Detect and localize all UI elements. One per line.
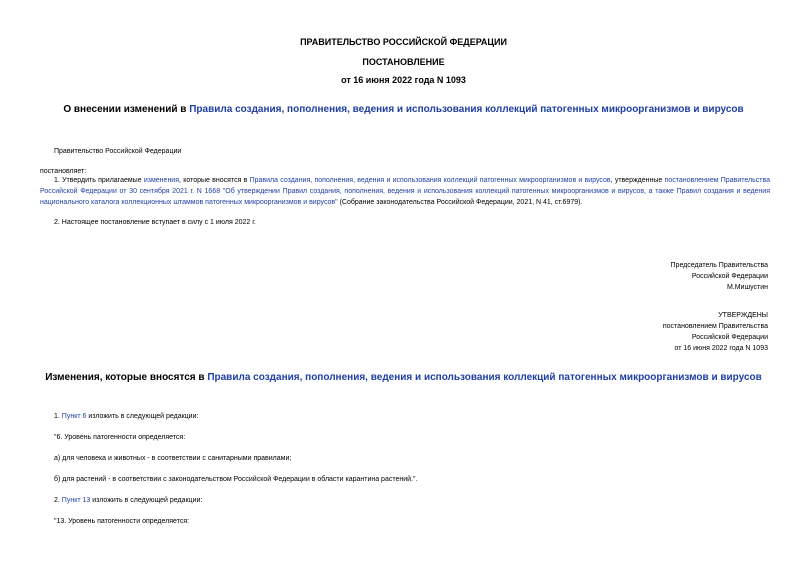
item-1-mid2: , утвержденные [610,177,665,184]
subject-prefix: О внесении изменений в [63,104,190,115]
change-1-quote: "6. Уровень патогенности определяется: [54,434,186,441]
item-1-suffix: (Собрание законодательства Российской Федерации, 2021, N 41, ст.6979). [337,199,583,206]
item-1-prefix: 1. Утвердить прилагаемые [54,177,144,184]
item-2: 2. Настоящее постановление вступает в силу с 1 июля 2022 г. [54,219,256,226]
approval-line-1: УТВЕРЖДЕНЫ [718,312,768,319]
change-2-suffix: изложить в следующей редакции: [90,497,203,504]
point-6-link[interactable]: Пункт 6 [61,413,87,420]
change-1 [54,411,198,422]
item-1-mid1: , которые вносятся в [179,177,250,184]
change-2-prefix: 2. [54,497,62,504]
document-date-number: от 16 июня 2022 года N 1093 [341,75,466,85]
approval-line-2: постановлением Правительства [662,323,768,330]
change-1-item-a: а) для человека и животных - в соответствии с санитарными правилами; [54,455,292,462]
approval-line-4: от 16 июня 2022 года N 1093 [674,345,768,352]
government-title: ПРАВИТЕЛЬСТВО РОССИЙСКОЙ ФЕДЕРАЦИИ [300,37,507,47]
approval-line-3: Российской Федерации [691,334,768,341]
item-1 [40,175,770,208]
rules-link-inline[interactable]: Правила создания, пополнения, ведения и использования коллекций патогенных микроорганизмов и вирусов [249,177,611,184]
change-2-quote: "13. Уровень патогенности определяется: [54,518,190,525]
signature-line-2: Российской Федерации [691,273,768,280]
approval-block [663,310,768,354]
changes-link[interactable]: изменения [143,177,180,184]
change-1-item-b: б) для растений - в соответствии с законодательством Российской Федерации в области карантина растений.". [54,476,418,483]
point-13-link[interactable]: Пункт 13 [61,497,91,504]
change-2 [54,495,202,506]
signature-line-3: М.Мишустин [726,284,768,291]
signature-block [671,260,768,293]
signature-line-1: Председатель Правительства [670,262,768,269]
changes-title [0,372,807,383]
rules-link[interactable]: Правила создания, пополнения, ведения и использования коллекций патогенных микроорганизмов и вирусов [189,104,744,115]
changes-title-prefix: Изменения, которые вносятся в [45,372,208,383]
issuer: Правительство Российской Федерации [54,148,182,155]
change-1-suffix: изложить в следующей редакции: [86,413,199,420]
decree-1668-link[interactable]: постановлением Правительства Российской Федерации от 30 сентября 2021 г. N 1668 "Об утверждении Правил создания, пополнения, ведения и использования коллекций патогенных микроорганизмов и вирусов, а также Правил создания и ведения национального каталога коллекционных штаммов патогенных микроорганизмов и вирусов" [40,177,770,206]
document-subject [0,104,807,115]
changes-rules-link[interactable]: Правила создания, пополнения, ведения и использования коллекций патогенных микроорганизмов и вирусов [207,372,762,383]
decides: постановляет: [40,168,87,175]
document-type: ПОСТАНОВЛЕНИЕ [362,57,445,67]
change-1-prefix: 1. [54,413,62,420]
